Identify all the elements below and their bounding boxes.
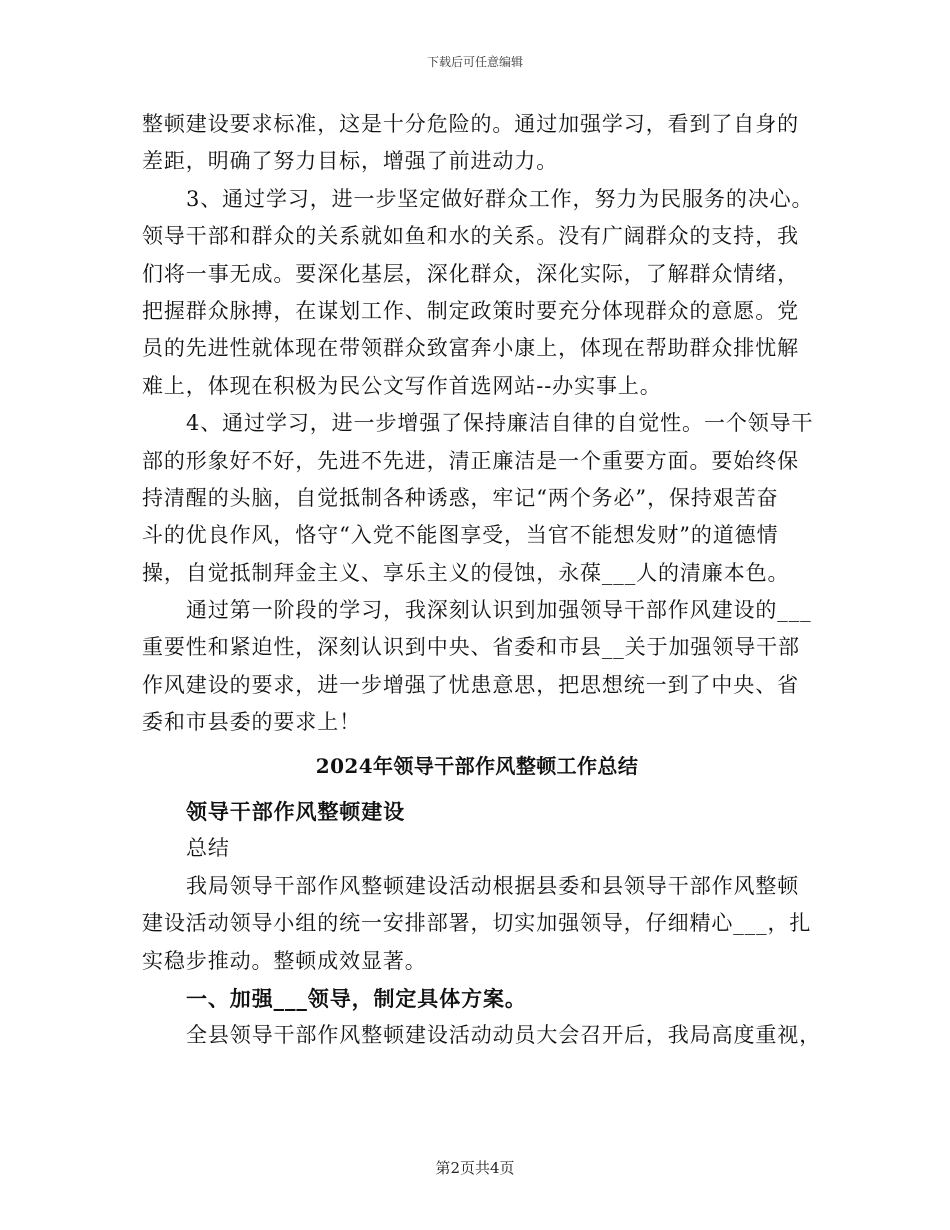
page-footer: 第2页共4页	[435, 1159, 515, 1177]
section-subtitle-continued: 总结	[186, 836, 230, 861]
paragraph-line: 作风建设的要求，进一步增强了忧患意思，把思想统一到了中央、省	[142, 672, 799, 697]
paragraph-line: 操，自觉抵制拜金主义、享乐主义的侵蚀，永葆___人的清廉本色。	[142, 560, 790, 585]
paragraph-line: 我局领导干部作风整顿建设活动根据县委和县领导干部作风整顿	[186, 873, 800, 898]
paragraph-line: 把握群众脉搏，在谋划工作、制定政策时要充分体现群众的意愿。党	[142, 298, 799, 323]
paragraph-line: 4、通过学习，进一步增强了保持廉洁自律的自觉性。一个领导干	[186, 411, 814, 436]
paragraph-line: 整顿建设要求标准，这是十分危险的。通过加强学习，看到了自身的	[142, 112, 799, 136]
paragraph-line: 通过第一阶段的学习，我深刻认识到加强领导干部作风建设的___	[186, 598, 812, 623]
paragraph-line: 部的形象好不好，先进不先进，清正廉洁是一个重要方面。要始终保	[142, 448, 799, 473]
section-subtitle: 领导干部作风整顿建设	[186, 799, 405, 825]
paragraph-line: 领导干部和群众的关系就如鱼和水的关系。没有广阔群众的支持，我	[142, 224, 799, 249]
paragraph-line: 斗的优良作风，恪守“入党不能图享受，当官不能想发财”的道德情	[142, 523, 779, 548]
document-title: 2024年领导干部作风整顿工作总结	[315, 753, 639, 778]
paragraph-line: 难上，体现在积极为民公文写作首选网站--办实事上。	[142, 373, 662, 398]
page-header: 下载后可任意编辑	[426, 55, 523, 69]
paragraph-line: 实稳步推动。整顿成效显著。	[142, 948, 427, 973]
paragraph-line: 3、通过学习，进一步坚定做好群众工作，努力为民服务的决心。	[186, 186, 814, 211]
paragraph-line: 持清醒的头脑，自觉抵制各种诱惑，牢记“两个务必”，保持艰苦奋	[142, 485, 779, 510]
paragraph-line: 委和市县委的要求上！	[142, 710, 361, 735]
paragraph-line: 全县领导干部作风整顿建设活动动员大会召开后，我局高度重视，	[186, 1023, 822, 1048]
paragraph-line: 们将一事无成。要深化基层，深化群众，深化实际，了解群众情绪，	[142, 261, 799, 286]
section-heading: 一、加强___领导，制定具体方案。	[186, 985, 527, 1011]
paragraph-line: 差距，明确了努力目标，增强了前进动力。	[142, 149, 559, 174]
paragraph-line: 建设活动领导小组的统一安排部署，切实加强领导，仔细精心___，扎	[142, 911, 812, 936]
paragraph-line: 重要性和紧迫性，深刻认识到中央、省委和市县__关于加强领导干部	[142, 635, 800, 660]
paragraph-line: 员的先进性就体现在带领群众致富奔小康上，体现在帮助群众排忧解	[142, 336, 799, 361]
document-body	[142, 106, 822, 1055]
